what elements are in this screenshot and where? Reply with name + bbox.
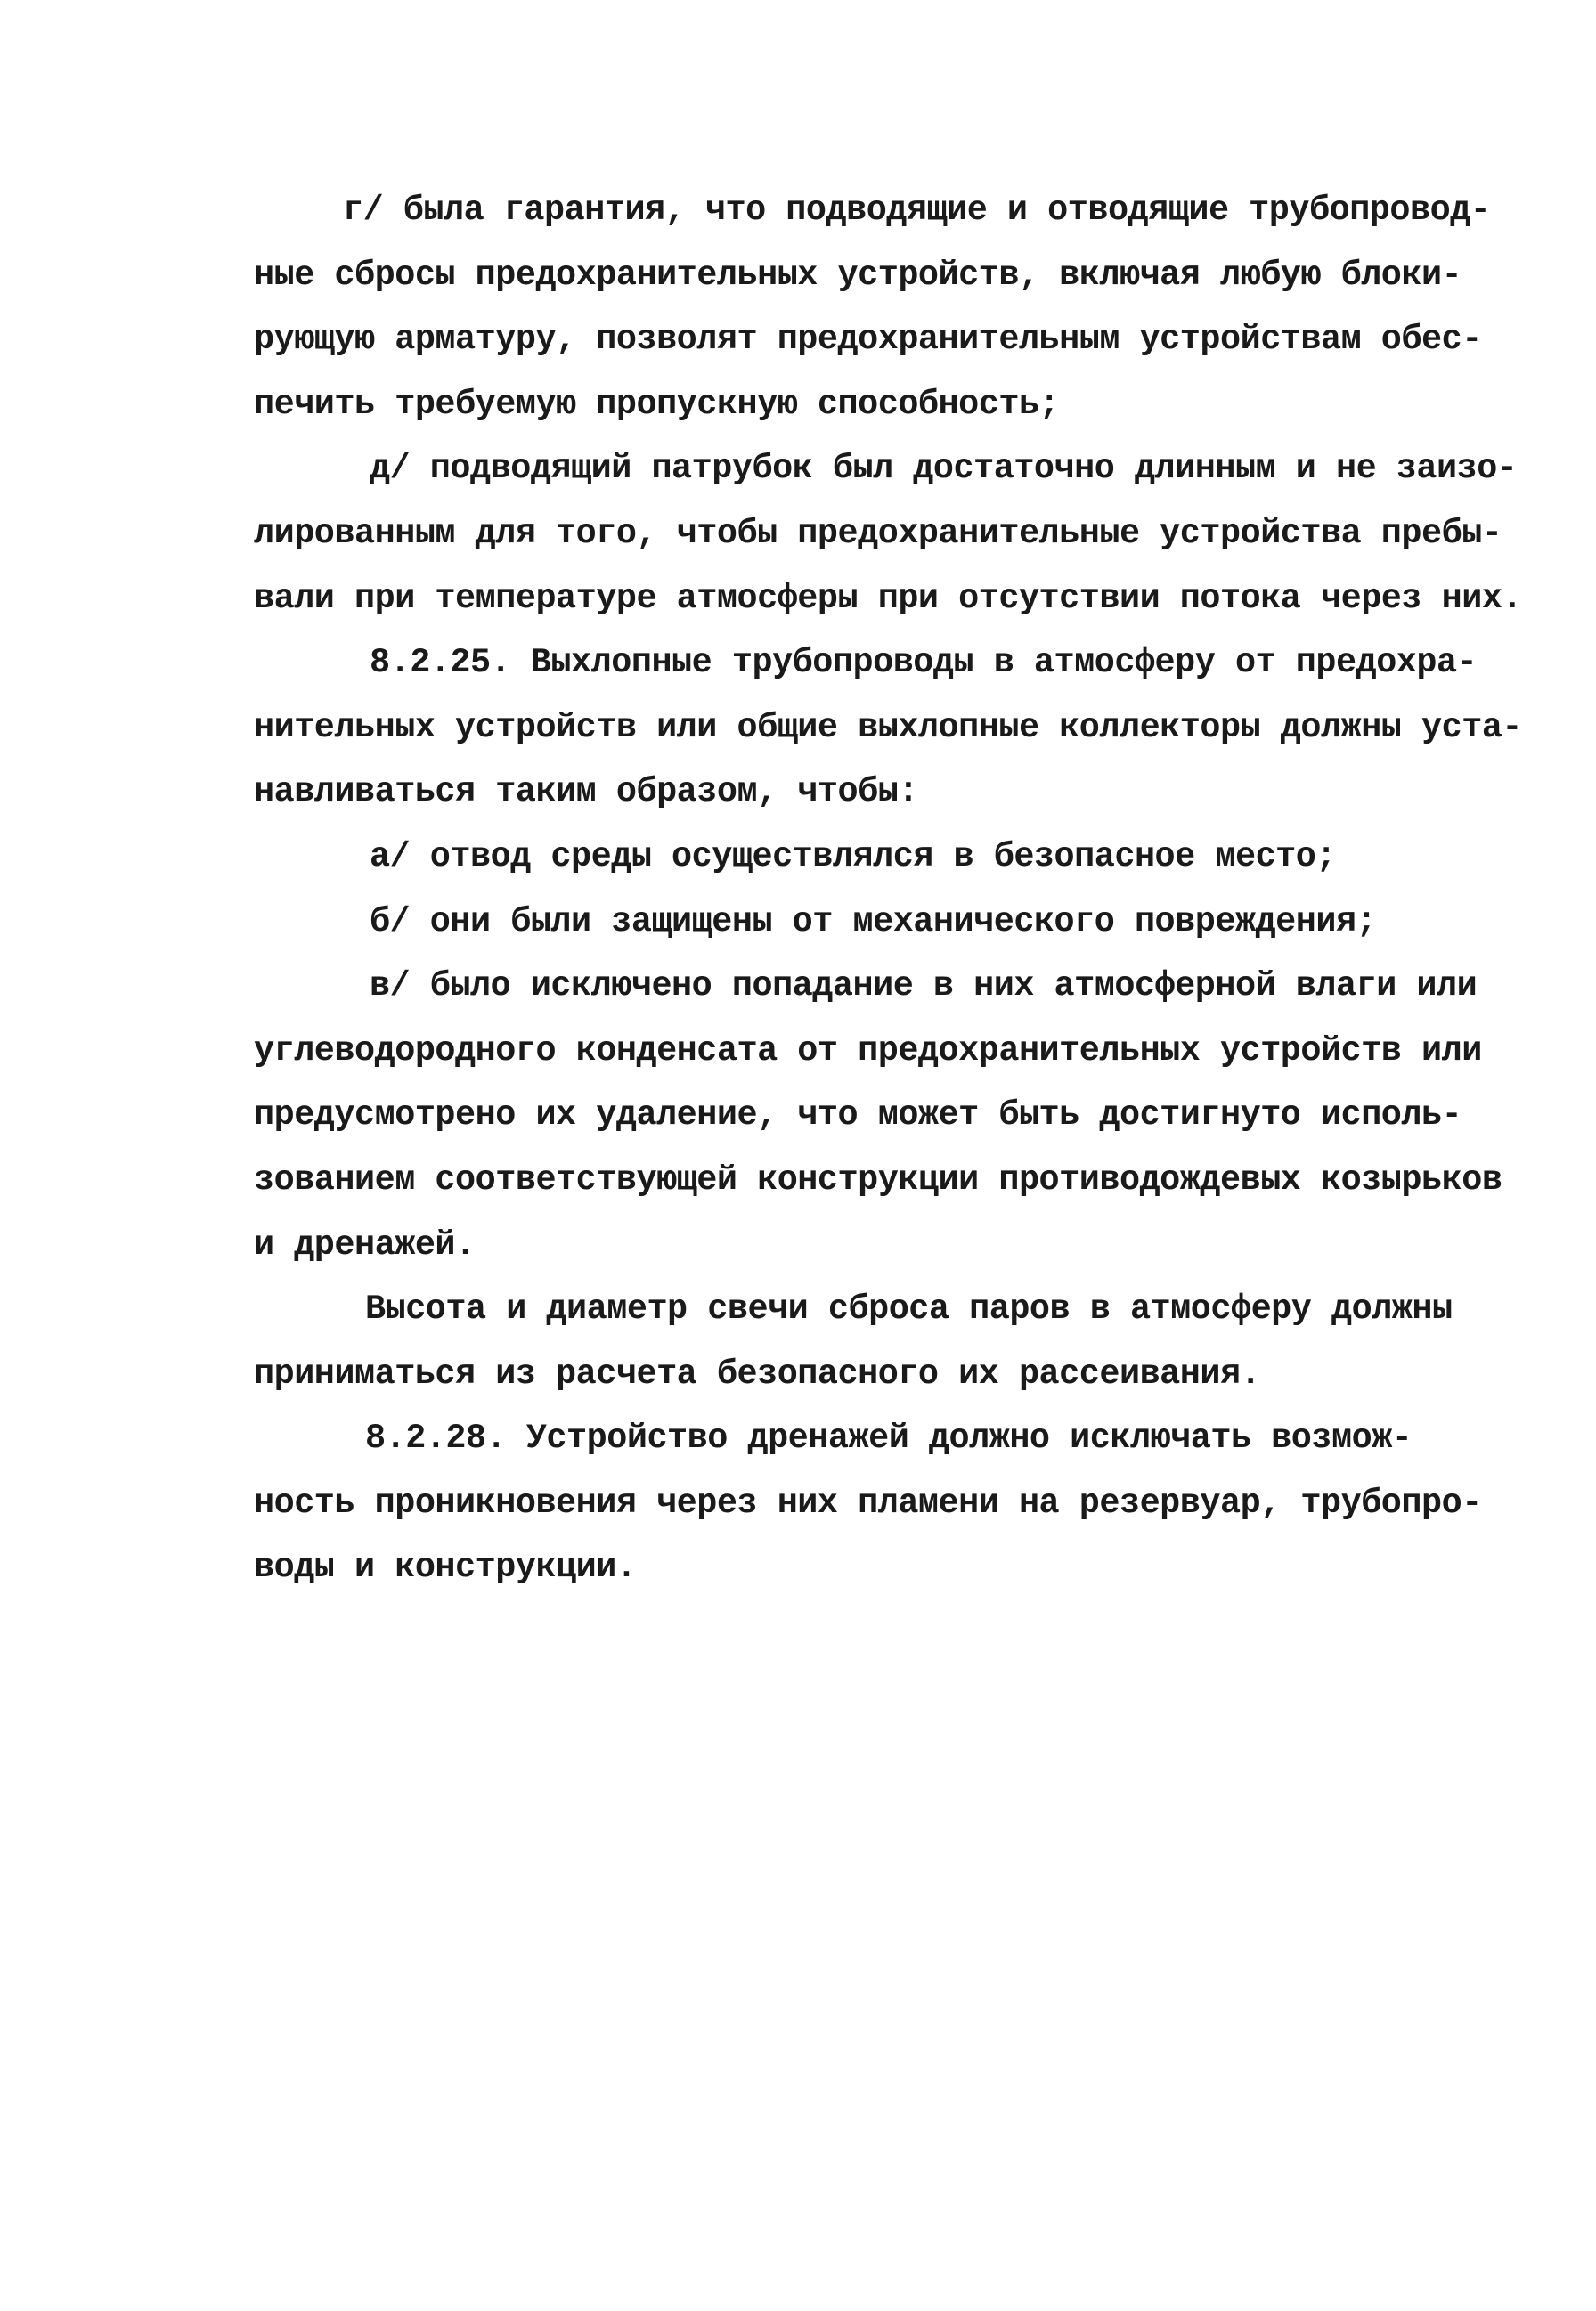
paragraph-d-line-1: д/ подводящий патрубок был достаточно длинным и не заизо- — [370, 449, 1518, 489]
clause-8-2-25-line-1: 8.2.25. Выхлопные трубопроводы в атмосферу от предохра- — [370, 643, 1478, 683]
paragraph-g-line-1: г/ была гарантия, что подводящие и отводящие трубопровод- — [343, 191, 1491, 230]
clause-8-2-28-line-2: ность проникновения через них пламени на резервуар, трубопро- — [254, 1483, 1482, 1523]
vent-stack-line-2: приниматься из расчета безопасного их рассеивания. — [254, 1354, 1261, 1394]
paragraph-g-line-3: рующую арматуру, позволят предохранительным устройствам обес- — [254, 320, 1482, 360]
item-a: а/ отвод среды осуществлялся в безопасное место; — [370, 836, 1336, 876]
paragraph-g-line-4: печить требуемую пропускную способность; — [254, 384, 1060, 424]
clause-8-2-28-line-1: 8.2.28. Устройство дренажей должно исключать возмож- — [365, 1419, 1413, 1459]
paragraph-d-line-2: лированным для того, чтобы предохранительные устройства пребы- — [254, 513, 1502, 553]
item-b: б/ они были защищены от механического повреждения; — [370, 901, 1377, 941]
document-body — [254, 178, 1523, 1600]
paragraph-g-line-2: ные сбросы предохранительных устройств, включая любую блоки- — [254, 255, 1462, 295]
clause-8-2-25-line-3: навливаться таким образом, чтобы: — [254, 772, 918, 812]
item-v-line-3: предусмотрено их удаление, что может быть достигнуто исполь- — [254, 1095, 1462, 1135]
clause-8-2-28-line-3: воды и конструкции. — [254, 1548, 637, 1588]
clause-8-2-25-line-2: нительных устройств или общие выхлопные коллекторы должны уста- — [254, 707, 1523, 747]
item-v-line-4: зованием соответствующей конструкции противодождевых козырьков — [254, 1160, 1502, 1200]
item-v-line-1: в/ было исключено попадание в них атмосферной влаги или — [370, 966, 1478, 1006]
vent-stack-line-1: Высота и диаметр свечи сброса паров в атмосферу должны — [365, 1290, 1453, 1330]
item-v-line-2: углеводородного конденсата от предохранительных устройств или — [254, 1030, 1482, 1070]
item-v-line-5: и дренажей. — [254, 1225, 476, 1265]
paragraph-d-line-3: вали при температуре атмосферы при отсутствии потока через них. — [254, 578, 1523, 618]
